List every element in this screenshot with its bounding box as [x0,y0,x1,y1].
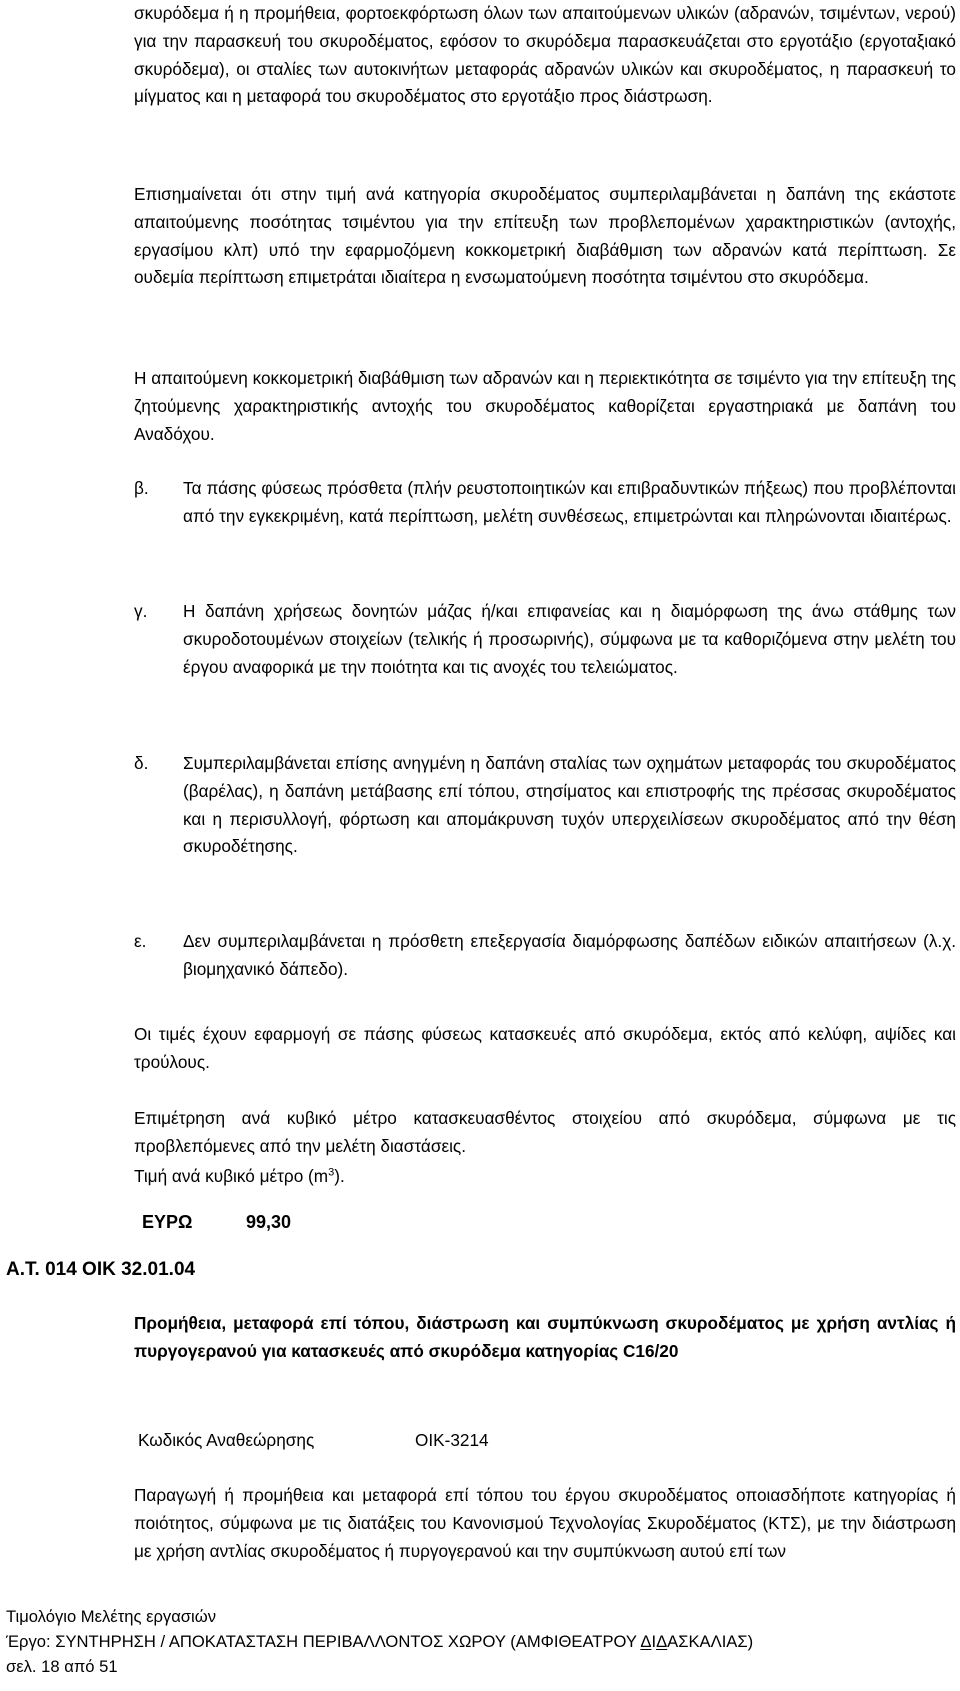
prices-paragraph: Οι τιμές έχουν εφαρμογή σε πάσης φύσεως κατασκευές από σκυρόδεμα, εκτός από κελύφη, αψίδες και τρούλους. [134,1024,956,1072]
list-item-marker: β. [134,478,149,498]
intro-paragraph: σκυρόδεμα ή η προμήθεια, φορτοεκφόρτωση όλων των απαιτούμενων υλικών (αδρανών, τσιμέντων, νερού) για την παρασκευή του σκυροδέματος, εφόσον το σκυρόδεμα παρασκευάζεται στο εργοτάξιο (εργοταξιακό σκυρόδεμα), οι σταλίες των αυτοκινήτων μεταφοράς αδρανών υλικών και σκυροδέματος, η παρασκευή το μίγματος και η μεταφορά του σκυροδέματος στο εργοτάξιο προς διάστρωση. [134,3,956,107]
footer-title: Τιμολόγιο Μελέτης εργασιών [6,1607,216,1626]
list-item: Τα πάσης φύσεως πρόσθετα (πλήν ρευστοποιητικών και επιβραδυντικών πήξεως) που προβλέπονται από την εγκεκριμένη, κατά περίπτωση, μελέτη συνθέσεως, επιμετρώνται και πληρώνονται ιδιαιτέρως. [183,478,956,526]
list-item-marker: δ. [134,753,149,773]
measurement-paragraph: Επιμέτρηση ανά κυβικό μέτρο κατασκευασθέντος στοιχείου από σκυρόδεμα, σύμφωνα με τις προβλεπόμενες από την μελέτη διαστάσεις. [134,1108,956,1156]
list-item-marker: γ. [134,601,148,621]
list-item: Συμπεριλαμβάνεται επίσης ανηγμένη η δαπάνη σταλίας των οχημάτων μεταφοράς του σκυροδέματος (βαρέλας), η δαπάνη μετάβασης επί τόπου, στησίματος και επιστροφής της πρέσσας σκυροδέματος και η περισυλλογή, φόρτωση και απομάκρυνση τυχόν υπερχειλίσεων σκυροδέματος από την θέση σκυροδέτησης. [183,753,956,857]
list-item: Δεν συμπεριλαμβάνεται η πρόσθετη επεξεργασία διαμόρφωσης δαπέδων ειδικών απαιτήσεων (λ.χ. βιομηχανικό δάπεδο). [183,931,956,979]
article-title: Προμήθεια, μεταφορά επί τόπου, διάστρωση και συμπύκνωση σκυροδέματος με χρήση αντλίας ή πυργογερανού για κατασκευές από σκυρόδεμα κατηγορίας C16/20 [134,1313,956,1361]
price-currency: ΕΥΡΩ [142,1212,193,1232]
footer-page-number: σελ. 18 από 51 [6,1657,118,1676]
unit-price-label: Τιμή ανά κυβικό μέτρο $(m^3)$. [134,1166,345,1186]
price-amount: 99,30 [246,1212,292,1232]
grading-paragraph: Η απαιτούμενη κοκκομετρική διαβάθμιση των αδρανών και η περιεκτικότητα σε τσιμέντο για την επίτευξη της ζητούμενης χαρακτηριστικής αντοχής του σκυροδέματος καθορίζεται εργαστηριακά με δαπάνη του Αναδόχου. [134,368,956,444]
revision-row [138,1427,489,1455]
article-code: Α.Τ. 014 ΟΙΚ 32.01.04 [6,1259,196,1280]
cement-paragraph: Επισημαίνεται ότι στην τιμή ανά κατηγορία σκυροδέματος συμπεριλαμβάνεται η δαπάνη της εκάστοτε απαιτούμενης ποσότητας τσιμέντου για την επίτευξη των προβλεπομένων χαρακτηριστικών (αντοχής, εργασίμου κλπ) υπό την εφαρμοζόμενη κοκκομετρική διαβάθμιση των αδρανών κατά περίπτωση. Σε ουδεμία περίπτωση επιμετράται ιδιαίτερα η ενσωματούμενη ποσότητα τσιμέντου στο σκυρόδεμα. [134,184,956,288]
price-row [142,1209,291,1237]
superscript: 3 [328,1166,335,1179]
list-item: Η δαπάνη χρήσεως δονητών μάζας ή/και επιφανείας και η διαμόρφωση της άνω στάθμης των σκυροδοτουμένων στοιχείων (τελικής ή προσωρινής), σύμφωνα με τα καθοριζόμενα στην μελέτη του έργου αναφορικά με την ποιότητα και τις ανοχές του τελειώματος. [183,601,956,677]
revision-label: Κωδικός Αναθεώρησης [138,1430,315,1450]
footer-project: Έργο: ΣΥΝΤΗΡΗΣΗ / ΑΠΟΚΑΤΑΣΤΑΣΗ ΠΕΡΙΒΑΛΛΟΝΤΟΣ ΧΩΡΟΥ (ΑΜΦΙΘΕΑΤΡΟΥ ΔΙΔΑΣΚΑΛΙΑΣ) [6,1632,754,1651]
revision-code: ΟΙΚ-3214 [415,1430,489,1450]
production-paragraph: Παραγωγή ή προμήθεια και μεταφορά επί τόπου του έργου σκυροδέματος οποιασδήποτε κατηγορίας ή ποιότητος, σύμφωνα με τις διατάξεις του Κανονισμού Τεχνολογίας Σκυροδέματος (ΚΤΣ), με την διάστρωση με χρήση αντλίας σκυροδέματος ή πυργογερανού και την συμπύκνωση αυτού επί των [134,1485,956,1561]
list-item-marker: ε. [134,931,147,951]
